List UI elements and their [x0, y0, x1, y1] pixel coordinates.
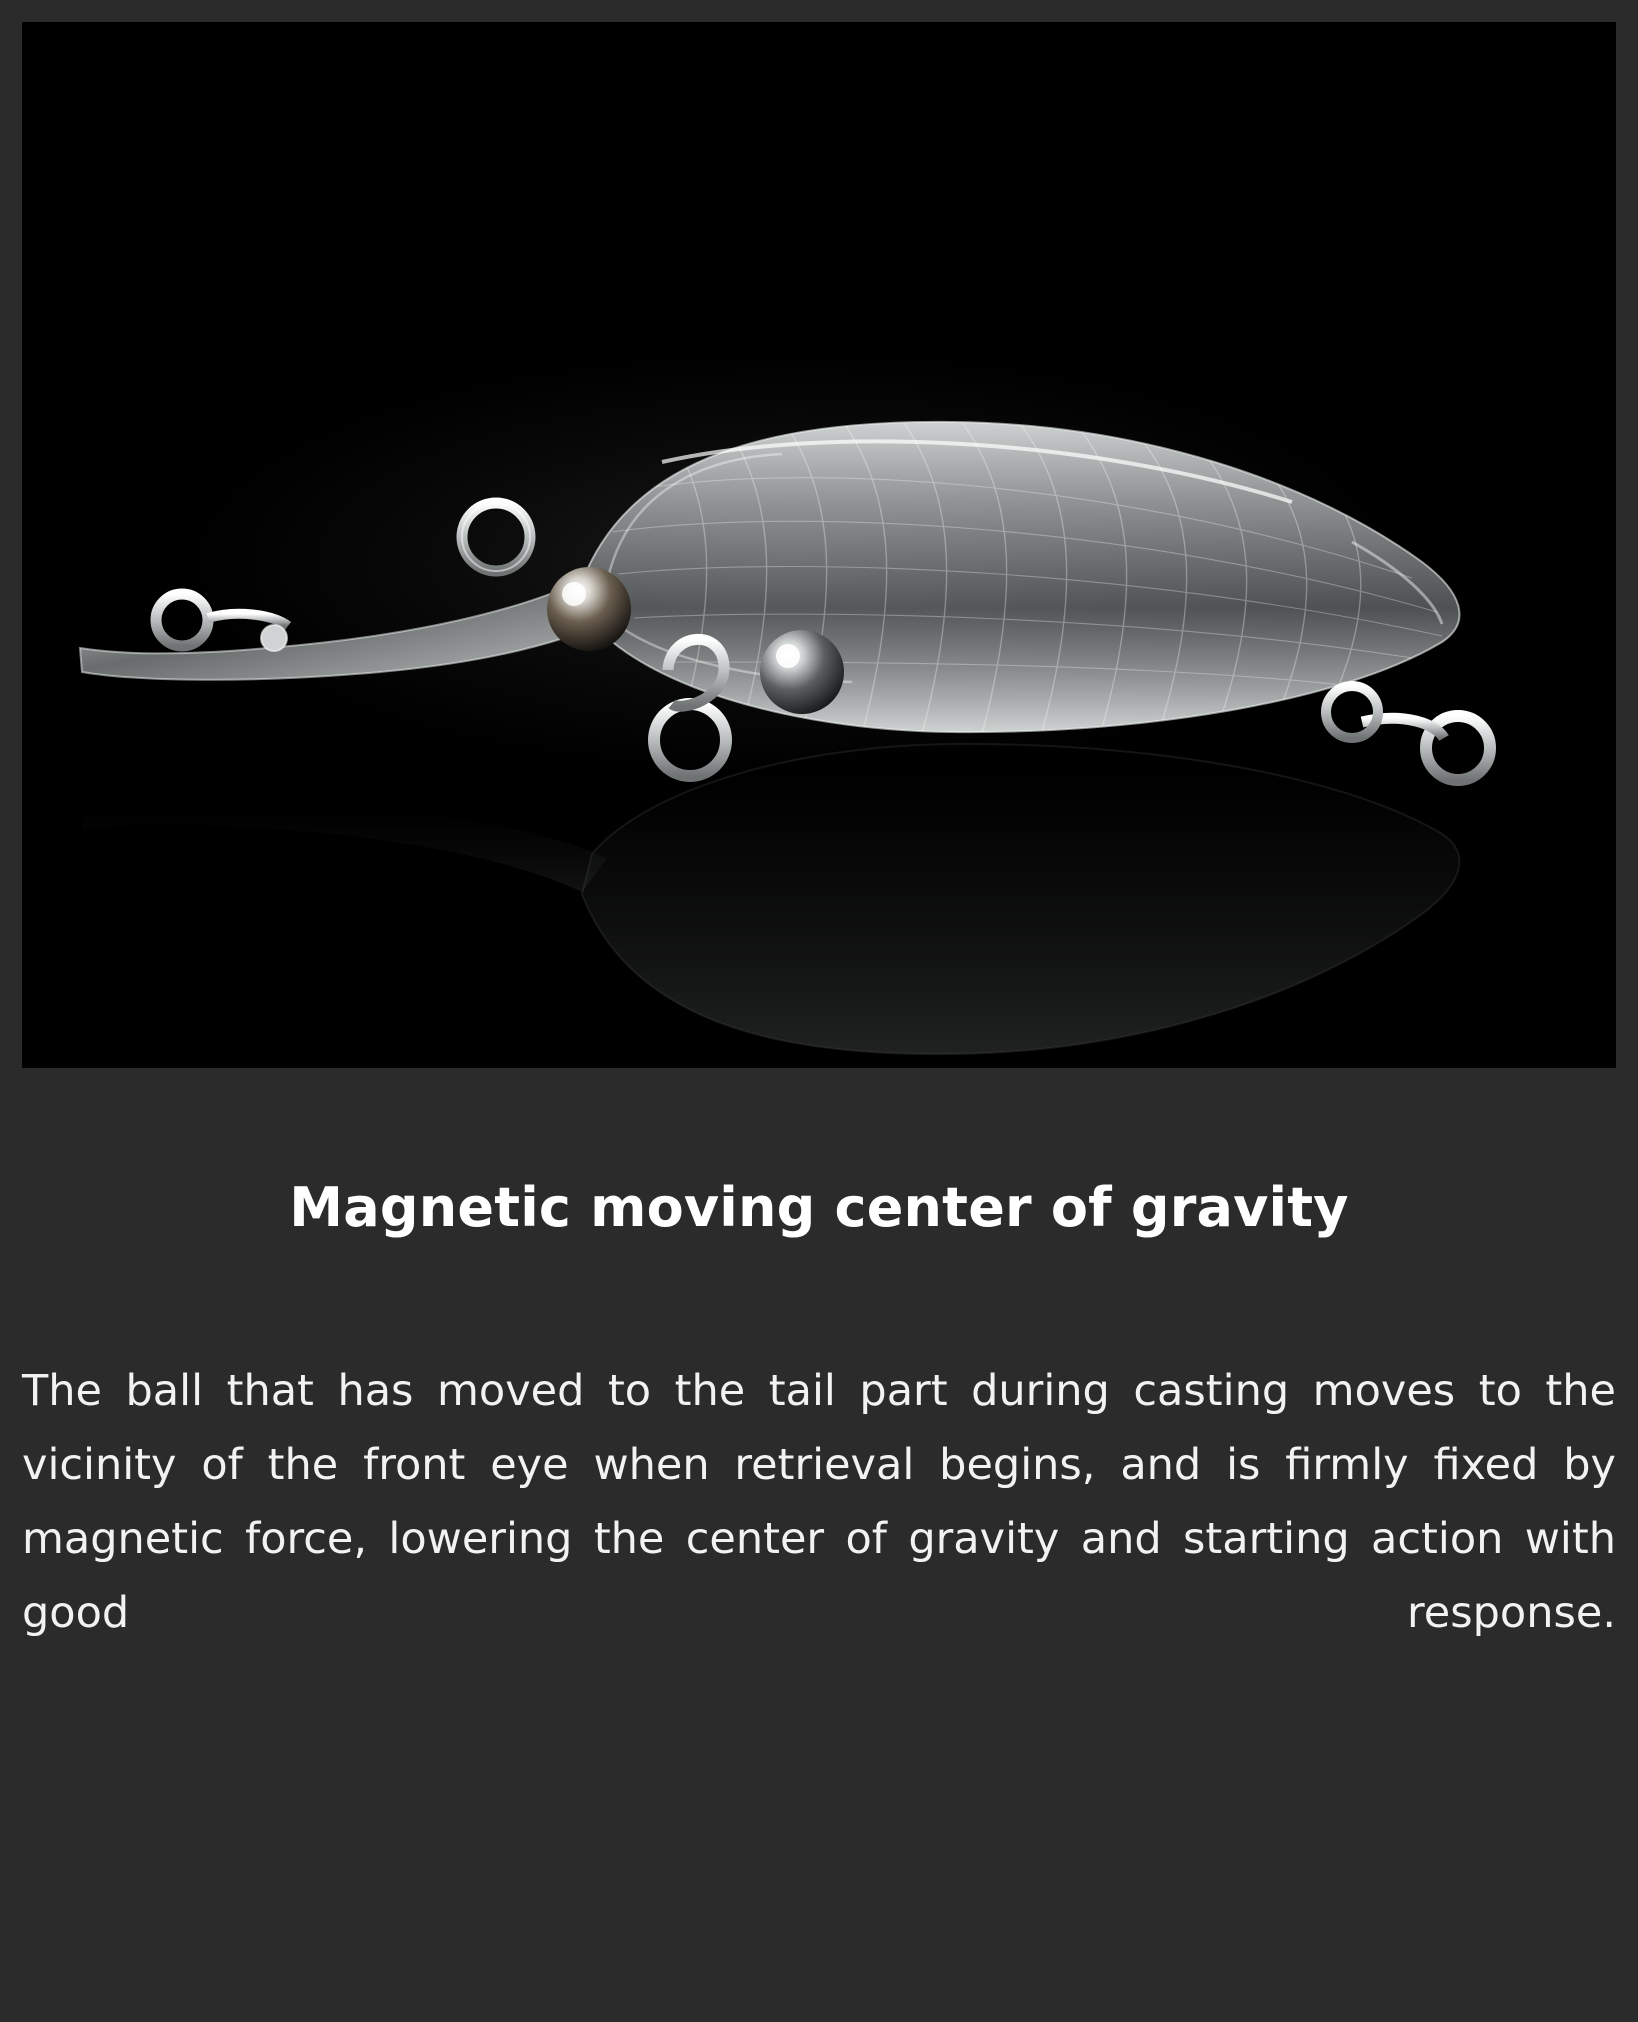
- description-paragraph: The ball that has moved to the tail part during casting moves to the vicinity of the front eye when retrieval begins, and is firmly fixed by magnetic force, lowering the center of gravity and starting action with good response.: [22, 1366, 1616, 1638]
- lip-line-tie: [156, 594, 288, 651]
- lure-illustration: [22, 22, 1616, 1068]
- lure-photo: [22, 22, 1616, 1068]
- product-image-block: [22, 22, 1616, 1068]
- product-detail-page: [0, 22, 1638, 2022]
- head-ring: [462, 503, 530, 571]
- weight-ball-rear: [760, 630, 844, 714]
- weight-ball-front: [547, 567, 631, 651]
- page-title: Magnetic moving center of gravity: [289, 1176, 1349, 1239]
- tail-split-ring: [1326, 686, 1490, 780]
